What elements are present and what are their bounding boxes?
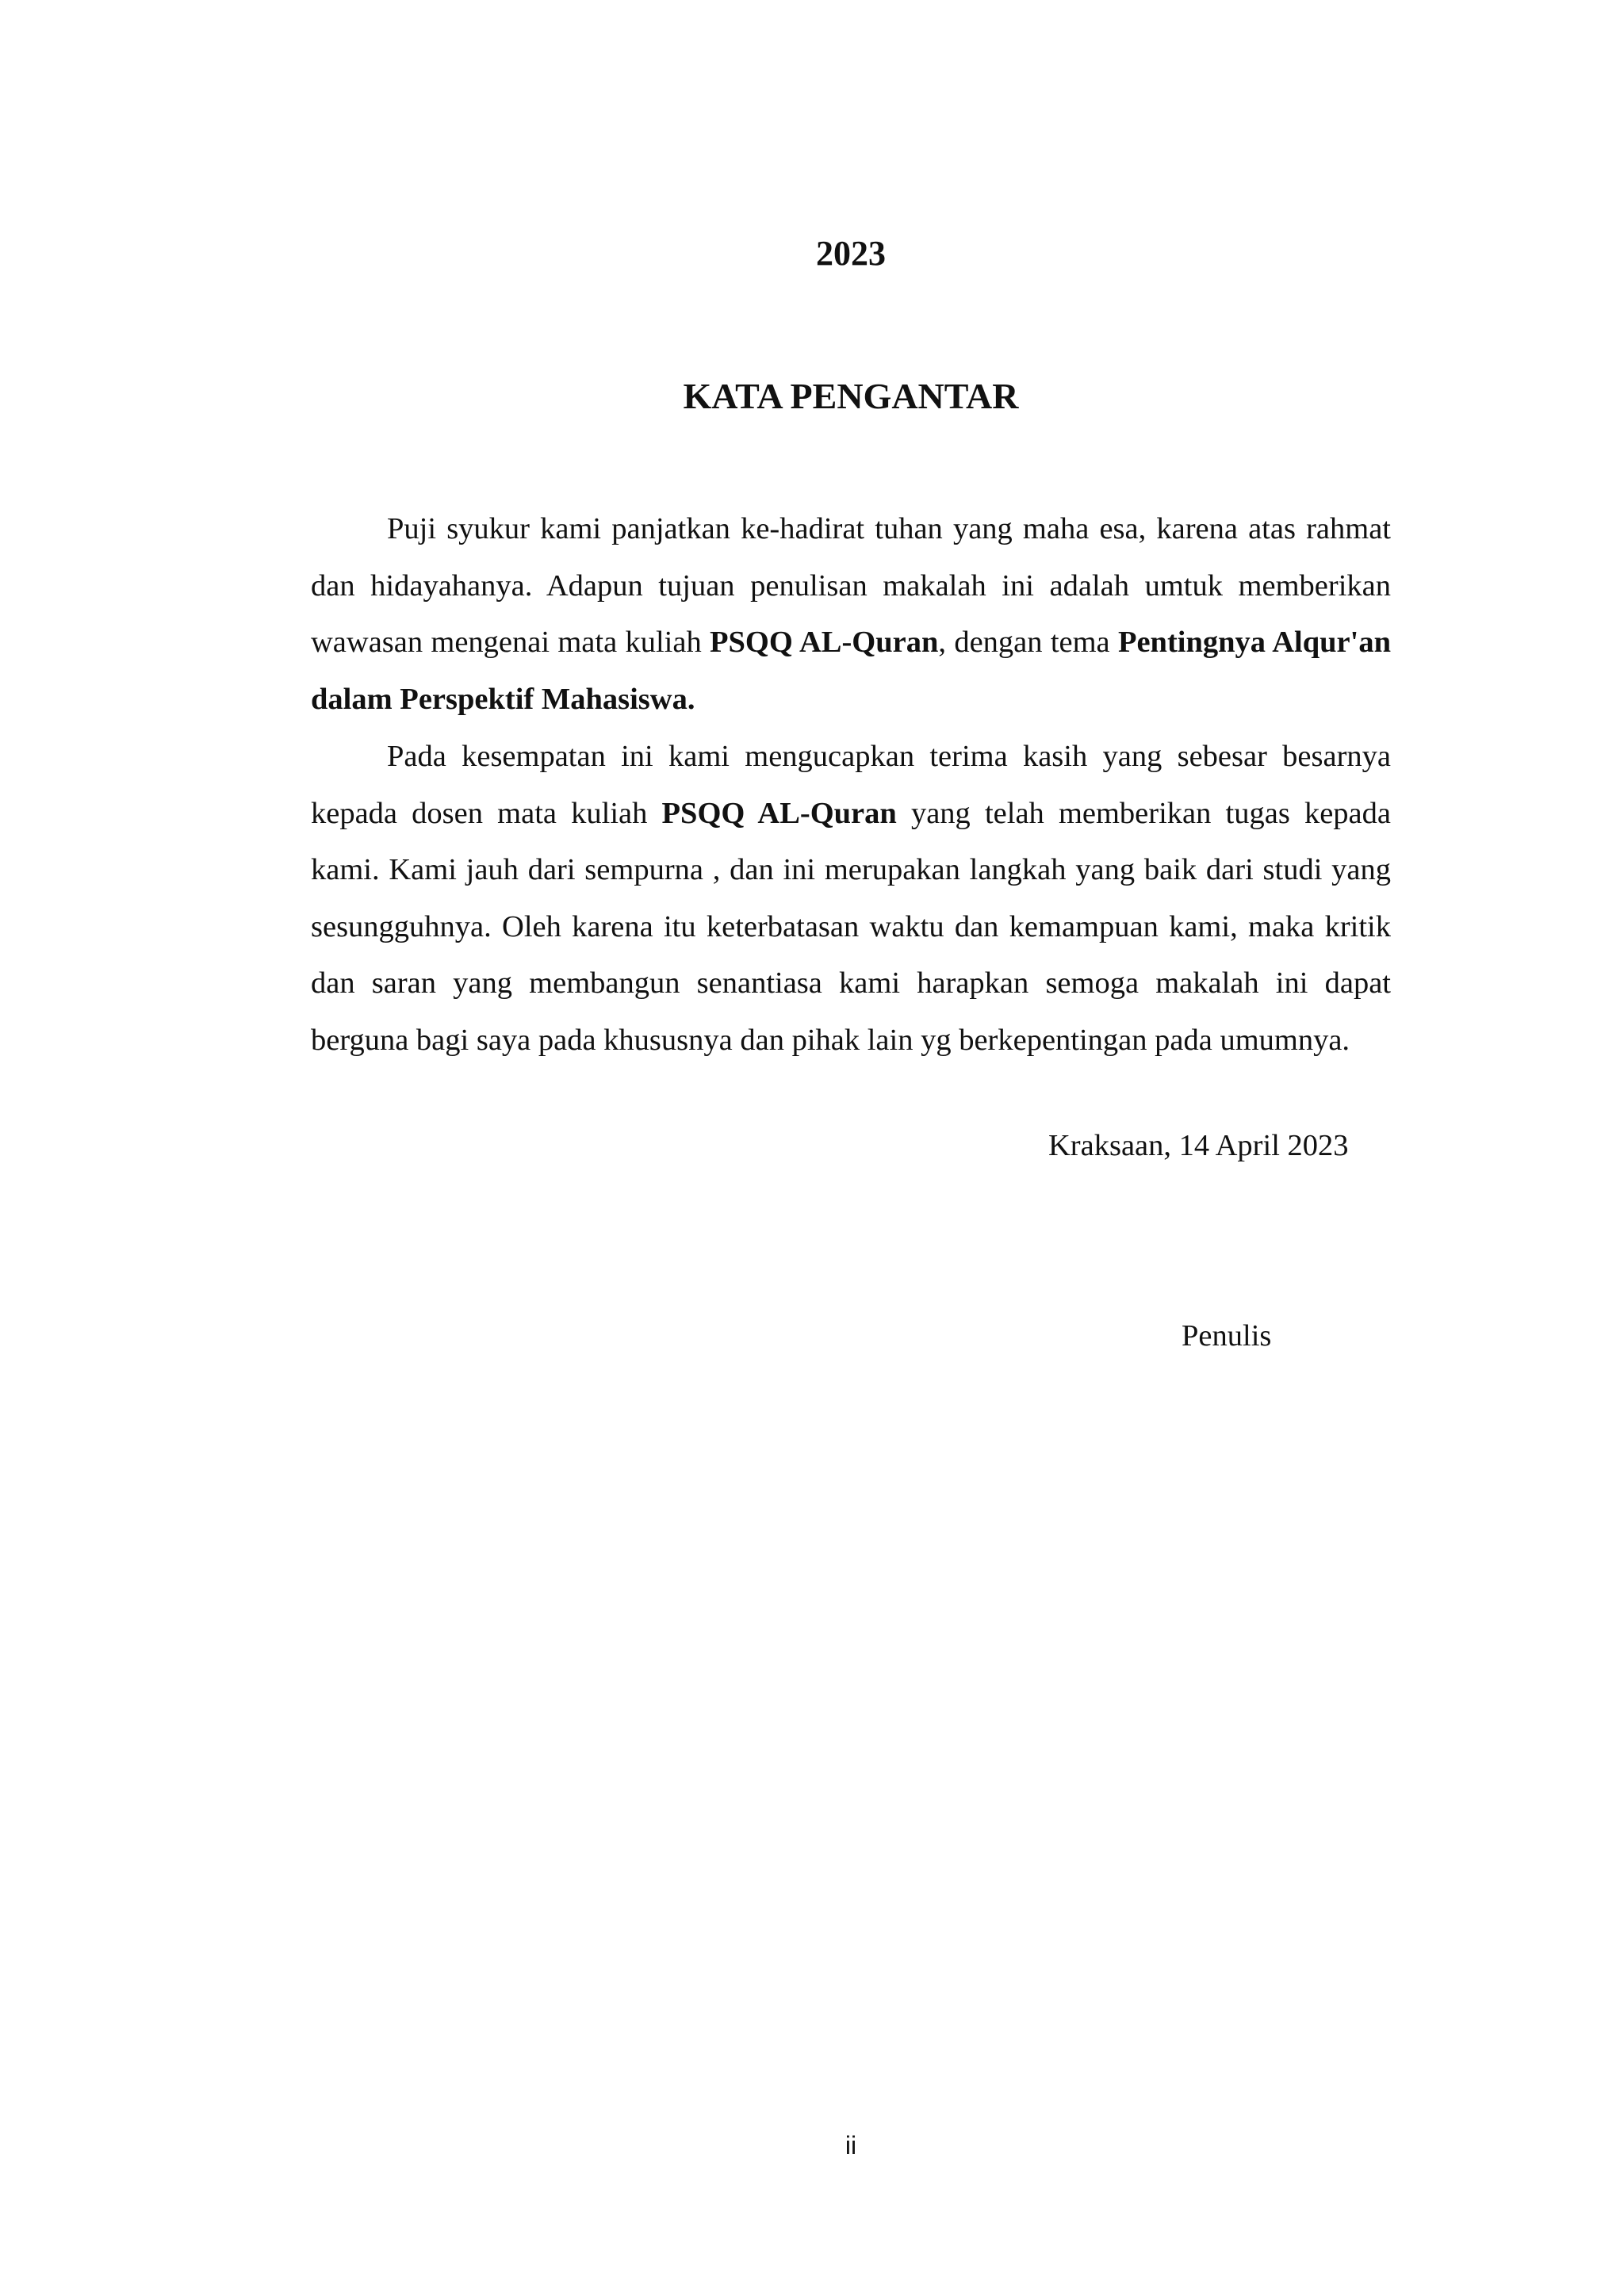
page-title: KATA PENGANTAR	[683, 376, 1019, 416]
paragraph-thanks-text-a: Pada kesempatan ini kami mengucapkan terima kasih yang sebesar besarnya kepada dosen mata kuliah	[311, 740, 1391, 830]
course-name-bold-2: PSQQ AL-Quran	[661, 796, 897, 830]
paragraph-opening-text-a: Puji syukur kami panjatkan ke-hadirat tuhan yang maha esa, karena atas rahmat dan hidayahanya. Adapun tujuan penulisan makalah ini adalah umtuk memberikan wawasan mengenai mata kuliah	[311, 512, 1391, 659]
course-name-bold: PSQQ AL-Quran	[710, 626, 939, 659]
year-heading: 2023	[816, 234, 886, 273]
theme-bold: Pentingnya Alqur'an dalam Perspektif Mahasiswa.	[311, 626, 1391, 716]
paragraph-thanks	[311, 729, 1391, 1069]
author-label: Penulis	[1182, 1319, 1272, 1353]
paragraph-opening	[311, 501, 1391, 728]
paragraph-opening-text-b: , dengan tema	[938, 626, 1118, 659]
paragraph-thanks-text-b: yang telah memberikan tugas kepada kami. Kami jauh dari sempurna , dan ini merupakan langkah yang baik dari studi yang sesungguhnya. Oleh karena itu keterbatasan waktu dan kemampuan kami, maka kritik dan saran yang membangun senantiasa kami harapkan semoga makalah ini dapat berguna bagi saya pada khususnya dan pihak lain yg berkepentingan pada umumnya.	[311, 796, 1391, 1057]
page-number: ii	[845, 2131, 857, 2160]
place-date: Kraksaan, 14 April 2023	[1048, 1129, 1349, 1162]
